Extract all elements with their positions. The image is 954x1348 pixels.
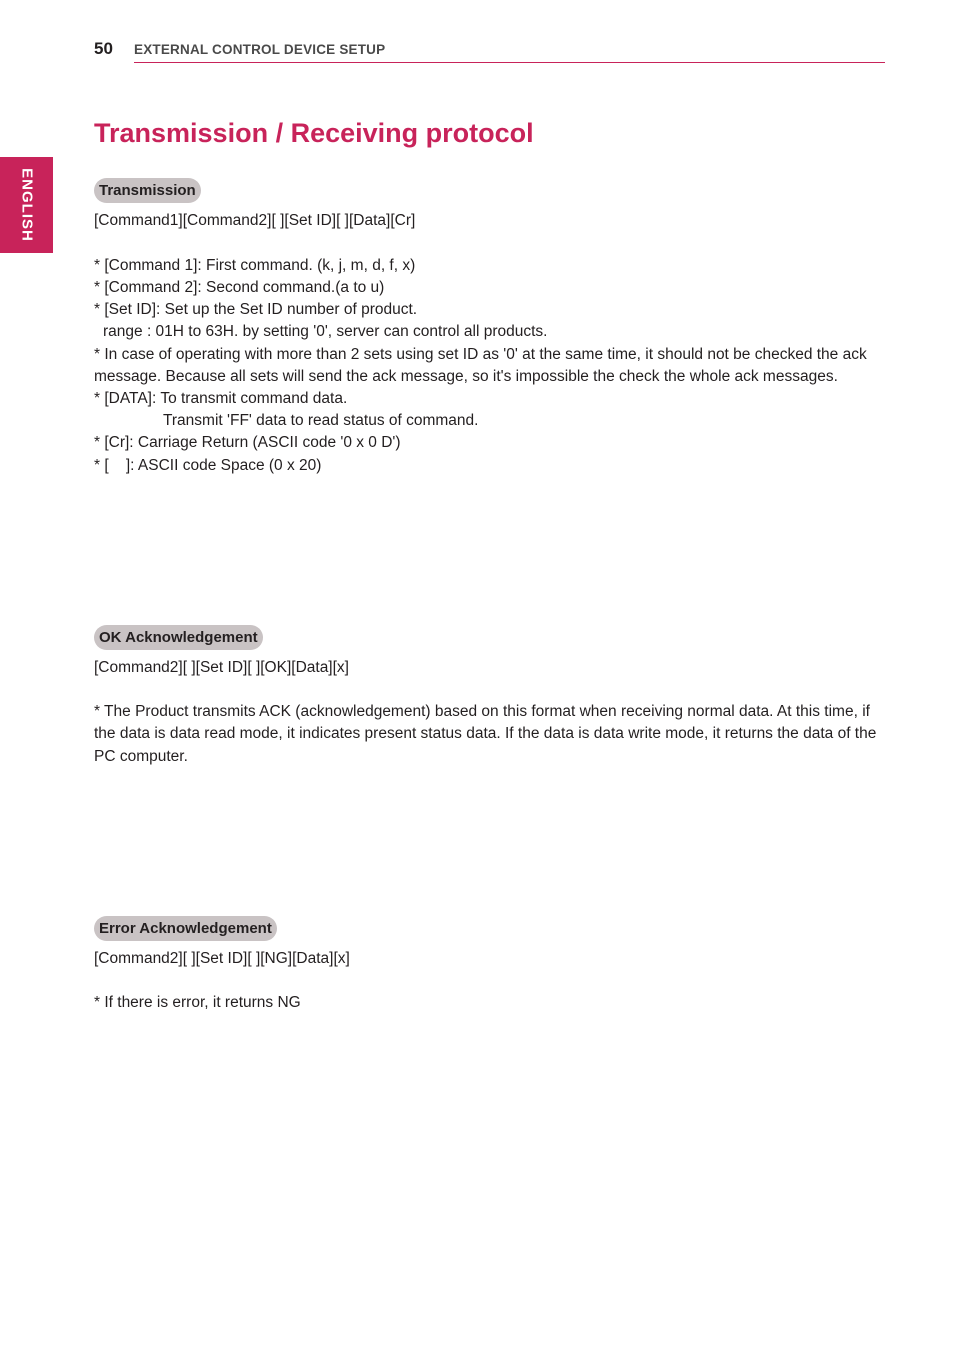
error-ack-heading: Error Acknowledgement (94, 916, 277, 941)
note-data-ff: Transmit 'FF' data to read status of command. (163, 412, 479, 429)
language-tab (0, 157, 53, 253)
page-number: 50 (94, 39, 113, 58)
note-command2: * [Command 2]: Second command.(a to u) (94, 279, 385, 296)
note-command1: * [Command 1]: First command. (k, j, m, d, f, x) (94, 257, 416, 274)
transmission-format: [Command1][Command2][ ][Set ID][ ][Data][Cr] (94, 212, 416, 229)
note-range: range : 01H to 63H. by setting '0', server can control all products. (103, 323, 548, 340)
note-space: * [ ]: ASCII code Space (0 x 20) (94, 457, 322, 474)
note-case: * In case of operating with more than 2 sets using set ID as '0' at the same time, it should not be checked the ack message. Because all sets will send the ack message, so it's impossible the check the whole ack messages. (94, 346, 867, 386)
ok-ack-format: [Command2][ ][Set ID][ ][OK][Data][x] (94, 659, 349, 676)
header-divider (134, 62, 885, 63)
error-ack-note: * If there is error, it returns NG (94, 994, 301, 1011)
section-header: EXTERNAL CONTROL DEVICE SETUP (134, 42, 386, 57)
page-title: Transmission / Receiving protocol (94, 118, 534, 148)
language-tab-label: ENGLISH (18, 168, 36, 242)
transmission-heading: Transmission (94, 178, 201, 203)
note-setid: * [Set ID]: Set up the Set ID number of product. (94, 301, 418, 318)
ok-ack-note: * The Product transmits ACK (acknowledgement) based on this format when receiving normal data. At this time, if the data is data read mode, it indicates present status data. If the data is data write mode, it returns the data of the PC computer. (94, 703, 877, 765)
error-ack-format: [Command2][ ][Set ID][ ][NG][Data][x] (94, 950, 350, 967)
ok-ack-heading: OK Acknowledgement (94, 625, 263, 650)
note-cr: * [Cr]: Carriage Return (ASCII code '0 x 0 D') (94, 434, 401, 451)
note-data: * [DATA]: To transmit command data. (94, 390, 348, 407)
